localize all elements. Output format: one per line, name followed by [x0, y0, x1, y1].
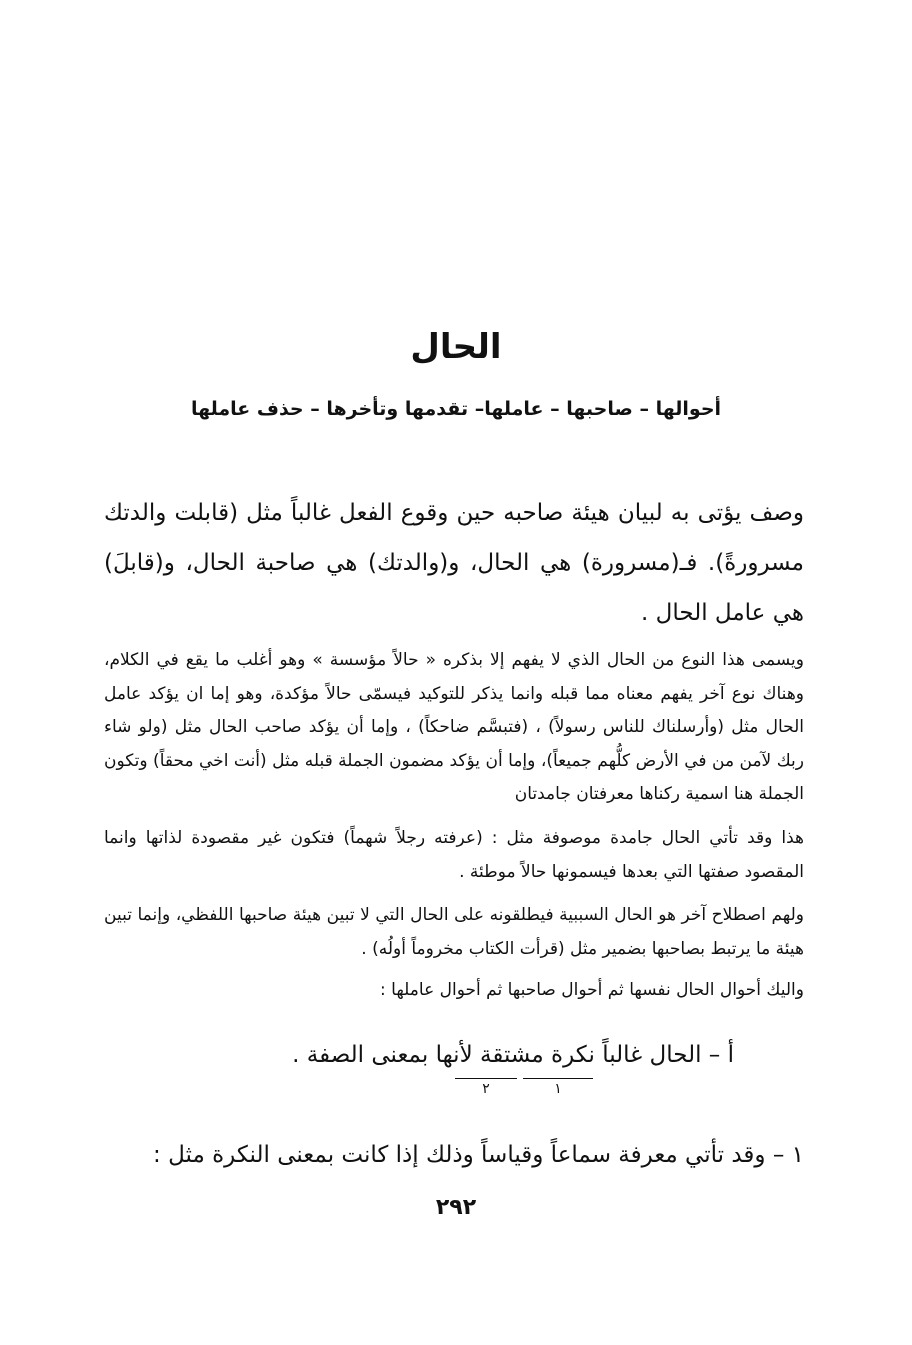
definition-paragraph: وصف يؤتى به لبيان هيئة صاحبه حين وقوع الفعل غالباً مثل (قابلت والدتك مسرورةً). فـ(مسرورة) هي الحال، و(والدتك) هي صاحبة الحال، و(قابلَ) هي عامل الحال . — [104, 500, 804, 626]
underline-mark-1: ١ — [523, 1078, 593, 1101]
body-paragraph-2: هذا وقد تأتي الحال جامدة موصوفة مثل : (عرفته رجلاً شهماً) فتكون غير مقصودة لذاتها وانما المقصود صفتها التي بعدها فيسمونها حالاً موطئة . — [104, 828, 804, 882]
chapter-title: الحال — [410, 327, 502, 367]
body-paragraph-1: ويسمى هذا النوع من الحال الذي لا يفهم إلا بذكره « حالاً مؤسسة » وهو أغلب ما يقع في الكلام، وهناك نوع آخر يفهم معناه مما قبله وانما يذكر للتوكيد فيسمّى حالاً مؤكدة، وهو إما ان يؤكد عامل الحال مثل (وأرسلناك للناس رسولاً) ، (فتبسَّم ضاحكاً) ، وإما أن يؤكد صاحب الحال مثل (ولو شاء ربك لآمن من في الأرض كلُّهم جميعاً)، وإما أن يؤكد مضمون الجملة قبله مثل (أنت اخي محقاً) وتكون الجملة هنا اسمية ركناها معرفتان جامدتان — [104, 650, 804, 804]
page-number: ٢٩٢ — [435, 1195, 477, 1220]
chapter-subtitle: أحوالها – صاحبها – عاملها– تقدمها وتأخرها – حذف عاملها — [190, 398, 722, 420]
body-paragraph-4: واليك أحوال الحال نفسها ثم أحوال صاحبها ثم أحوال عاملها : — [380, 980, 804, 1000]
underline-mark-2: ٢ — [455, 1078, 517, 1101]
rule-a: أ – الحال غالباً نكرة مشتقة لأنها بمعنى الصفة . — [292, 1042, 734, 1068]
underline-marks — [440, 1078, 610, 1108]
rule-1: ١ – وقد تأتي معرفة سماعاً وقياساً وذلك إذا كانت بمعنى النكرة مثل : — [153, 1142, 804, 1168]
body-paragraph-3: ولهم اصطلاح آخر هو الحال السببية فيطلقونه على الحال التي لا تبين هيئة صاحبها اللفظي، وإنما تبين هيئة ما يرتبط بصاحبها بضمير مثل (قرأت الكتاب مخروماً أولُه) . — [104, 905, 804, 959]
